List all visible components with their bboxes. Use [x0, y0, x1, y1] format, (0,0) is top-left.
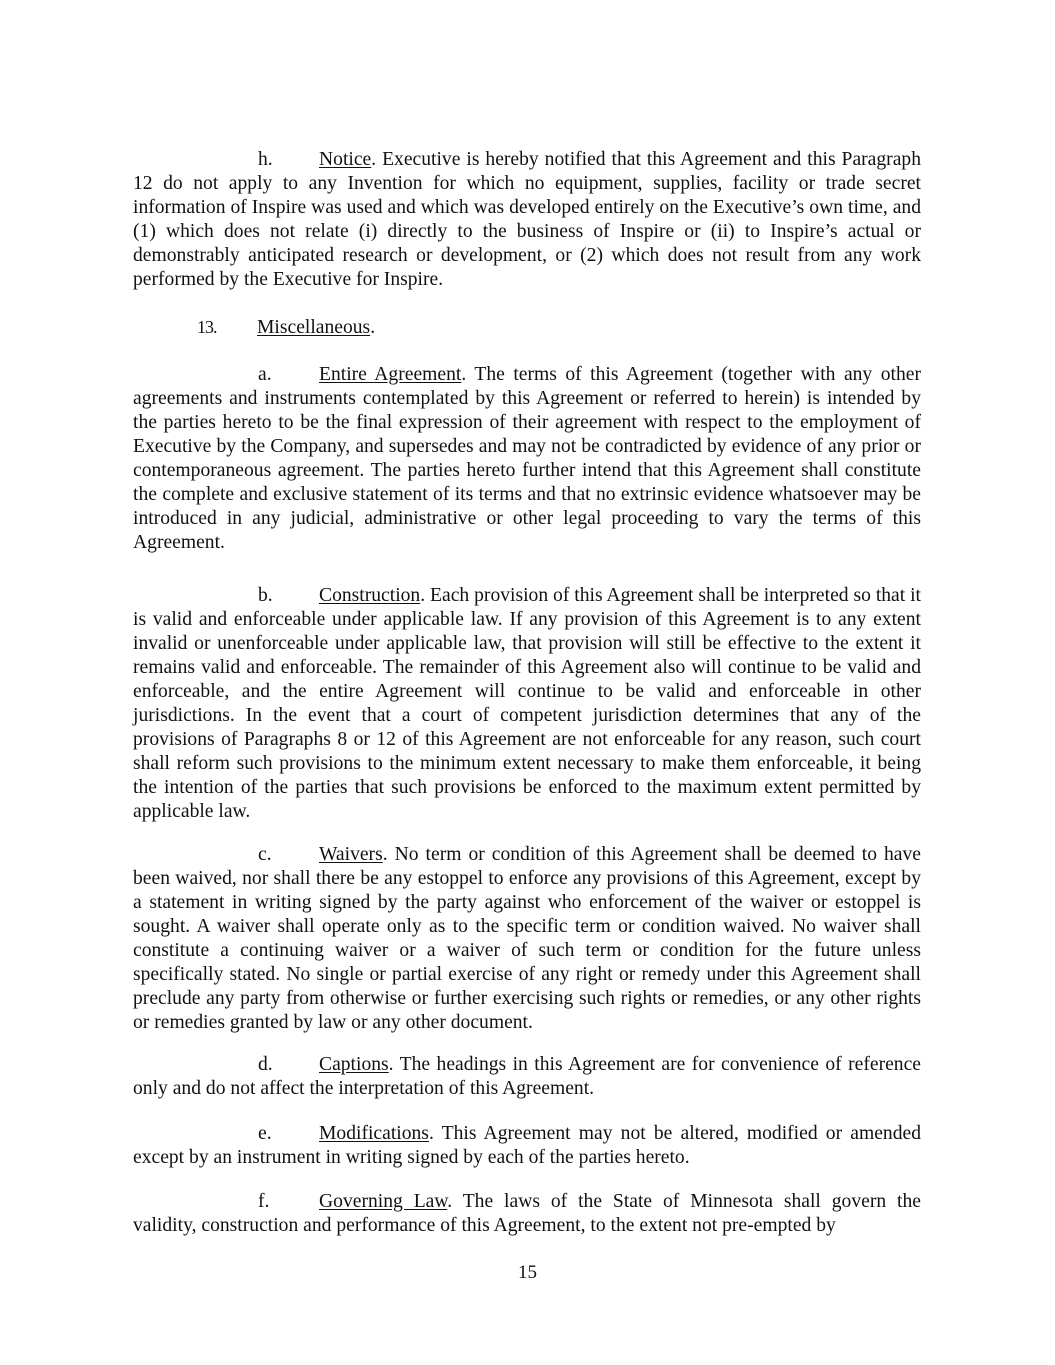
- paragraph-text: . No term or condition of this Agreement shall be deemed to have been waived, nor shall there be any estoppel to enforce any provisions of this Agreement, except by a statement in writing signed by the party against who enforcement of the waiver or estoppel is sought. A waiver shall operate only as to the specific term or condition waived. No waiver shall constitute a continuing waiver or a waiver of such term or condition for the future unless specifically stated. No single or partial exercise of any right or remedy under this Agreement shall preclude any party from otherwise or further exercising such rights or remedies, or any other rights or remedies granted by law or any other document.: [133, 844, 921, 1033]
- paragraph-label: a.: [258, 364, 272, 385]
- paragraph-label: e.: [258, 1123, 272, 1144]
- paragraph-heading: Governing Law: [319, 1191, 448, 1212]
- paragraph-a-entire-agreement: [133, 363, 921, 555]
- section-heading-suffix: .: [370, 317, 376, 338]
- paragraph-c-waivers: [133, 843, 921, 1035]
- paragraph-heading: Construction: [319, 585, 421, 606]
- paragraph-text: . This Agreement may not be altered, modified or amended except by an instrument in writing signed by each of the parties hereto.: [133, 1123, 921, 1168]
- paragraph-text: . The headings in this Agreement are for convenience of reference only and do not affect the interpretation of this Agreement.: [133, 1054, 921, 1099]
- paragraph-text: . Each provision of this Agreement shall be interpreted so that it is valid and enforceable under applicable law. If any provision of this Agreement is to any extent invalid or unenforceable under applicable law, that provision will still be effective to the extent it remains valid and enforceable. The remainder of this Agreement also will continue to be valid and enforceable, and the entire Agreement will continue to be valid and enforceable in other jurisdictions. In the event that a court of competent jurisdiction determines that any of the provisions of Paragraphs 8 or 12 of this Agreement are not enforceable for any reason, such court shall reform such provisions to the minimum extent necessary to make them enforceable, it being the intention of the parties that such provisions be enforced to the maximum extent permitted by applicable law.: [133, 585, 921, 822]
- paragraph-heading: Waivers: [319, 844, 383, 865]
- paragraph-text: . The laws of the State of Minnesota shall govern the validity, construction and performance of this Agreement, to the extent not pre-empted by: [133, 1191, 921, 1236]
- section-number: 13.: [197, 317, 217, 337]
- paragraph-label: c.: [258, 844, 272, 865]
- paragraph-f-governing-law: [133, 1190, 921, 1238]
- paragraph-d-captions: [133, 1053, 921, 1101]
- paragraph-heading: Captions: [319, 1054, 389, 1075]
- paragraph-b-construction: [133, 584, 921, 824]
- paragraph-text: . Executive is hereby notified that this Agreement and this Paragraph 12 do not apply to any Invention for which no equipment, supplies, facility or trade secret information of Inspire was used and which was developed entirely on the Executive’s own time, and (1) which does not relate (i) directly to the business of Inspire or (ii) to Inspire’s actual or demonstrably anticipated research or development, or (2) which does not result from any work performed by the Executive for Inspire.: [133, 149, 921, 290]
- paragraph-e-modifications: [133, 1122, 921, 1170]
- paragraph-label: f.: [258, 1191, 270, 1212]
- paragraph-text: . The terms of this Agreement (together with any other agreements and instruments contemplated by this Agreement or referred to herein) is intended by the parties hereto to be the final expression of their agreement with respect to the employment of Executive by the Company, and supersedes and may not be contradicted by evidence of any prior or contemporaneous agreement. The parties hereto further intend that this Agreement shall constitute the complete and exclusive statement of its terms and that no extrinsic evidence whatsoever may be introduced in any judicial, administrative or other legal proceeding to vary the terms of this Agreement.: [133, 364, 921, 553]
- paragraph-label: d.: [258, 1054, 273, 1075]
- paragraph-heading: Entire Agreement: [319, 364, 462, 385]
- paragraph-label: h.: [258, 149, 273, 170]
- paragraph-heading: Modifications: [319, 1123, 429, 1144]
- paragraph-heading: Notice: [319, 149, 372, 170]
- paragraph-h-notice: [133, 148, 921, 292]
- page-number: 15: [518, 1262, 537, 1283]
- section-heading: Miscellaneous: [257, 317, 371, 338]
- paragraph-label: b.: [258, 585, 273, 606]
- section-13-miscellaneous: [197, 315, 375, 340]
